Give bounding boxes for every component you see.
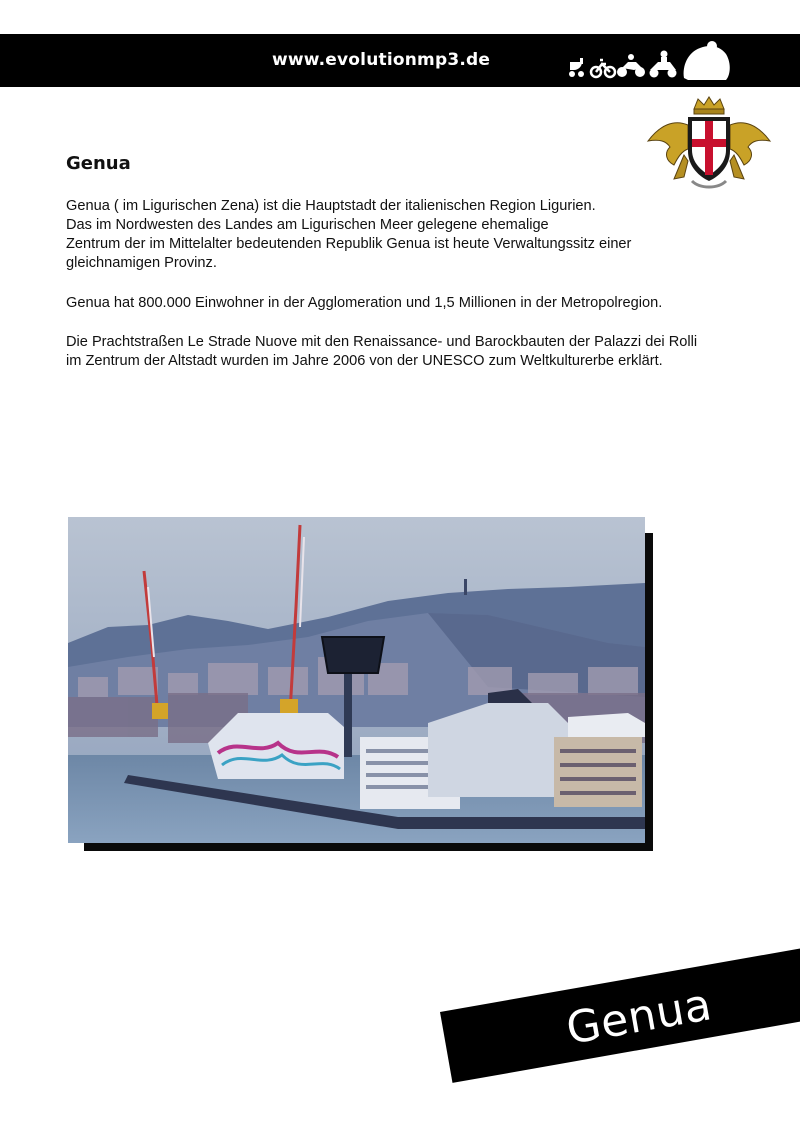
paragraph-population bbox=[66, 294, 781, 313]
article-title: Genua bbox=[66, 153, 131, 174]
wheelchair-icon bbox=[684, 41, 730, 80]
title-banner bbox=[440, 946, 800, 1083]
genoa-coat-of-arms-icon bbox=[644, 95, 774, 191]
scooter-icon bbox=[650, 51, 677, 78]
motorcycle-icon bbox=[617, 54, 645, 77]
paragraph-unesco bbox=[66, 333, 781, 371]
text-line: im Zentrum der Altstadt wurden im Jahre 2006 von der UNESCO zum Weltkulturerbe erklärt. bbox=[66, 353, 663, 369]
website-url[interactable]: www.evolutionmp3.de bbox=[272, 50, 491, 70]
paragraph-intro bbox=[66, 197, 781, 273]
banner-label: Genua bbox=[562, 979, 716, 1055]
bicycle-icon bbox=[591, 60, 615, 77]
text-line: gleichnamigen Provinz. bbox=[66, 255, 217, 271]
text-line: Genua hat 800.000 Einwohner in der Agglomeration und 1,5 Millionen in der Metropolregion. bbox=[66, 295, 663, 311]
text-line: Genua ( im Ligurischen Zena) ist die Hauptstadt der italienischen Region Ligurien. bbox=[66, 198, 596, 214]
vehicle-icons bbox=[566, 38, 736, 84]
genoa-harbor-photo bbox=[68, 517, 645, 843]
text-line: Das im Nordwesten des Landes am Ligurischen Meer gelegene ehemalige bbox=[66, 217, 549, 233]
text-line: Zentrum der im Mittelalter bedeutenden Republik Genua ist heute Verwaltungssitz einer bbox=[66, 236, 632, 252]
header-bar bbox=[0, 34, 800, 87]
pram-icon bbox=[569, 58, 584, 77]
text-line: Die Prachtstraßen Le Strade Nuove mit den Renaissance- und Barockbauten der Palazzi dei Rolli bbox=[66, 334, 698, 350]
